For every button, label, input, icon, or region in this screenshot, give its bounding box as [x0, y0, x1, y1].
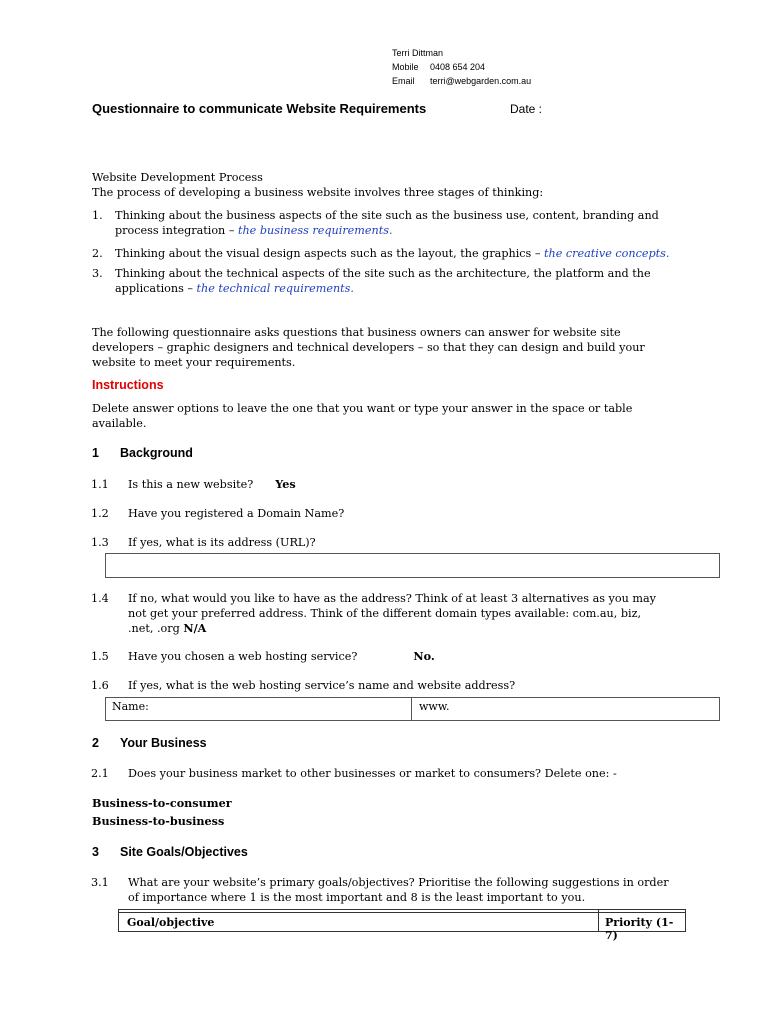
question-1-6: 1.6 If yes, what is the web hosting service’s name and website address? — [91, 679, 516, 692]
hosting-name-cell[interactable]: Name: — [112, 700, 149, 713]
mobile-label: Mobile — [392, 62, 419, 72]
question-3-1: 3.1 What are your website’s primary goals/objectives? Prioritise the following suggestions in order of importance where 1 is the most important and 8 is the least important to you. — [91, 876, 669, 904]
url-answer-box[interactable] — [105, 553, 720, 578]
option-business-to-business[interactable]: Business-to-business — [92, 814, 225, 828]
hosting-www-cell[interactable]: www. — [419, 700, 450, 713]
section-heading-site-goals: 3 Site Goals/Objectives — [92, 845, 248, 859]
answer-1-1[interactable]: Yes — [275, 477, 296, 491]
question-1-4: 1.4 If no, what would you like to have as the address? Think of at least 3 alternatives as you may not get your preferred address. Think of the different domain types available: com.au, biz, .net, .org N/A — [91, 592, 656, 635]
list-item: 2. Thinking about the visual design aspects such as the layout, the graphics – the creative concepts. — [92, 247, 670, 260]
table-double-line — [119, 912, 685, 913]
question-1-3: 1.3 If yes, what is its address (URL)? — [91, 536, 316, 549]
contact-name: Terri Dittman — [392, 48, 444, 58]
list-item: 3. Thinking about the technical aspects of the site such as the architecture, the platform and the applications – the technical requirements. — [92, 267, 651, 295]
table-divider — [411, 698, 412, 720]
instructions-text: Delete answer options to leave the one that you want or type your answer in the space or table available. — [92, 402, 633, 430]
process-heading: Website Development Process — [92, 171, 263, 184]
email-label: Email — [392, 76, 415, 86]
list-item: 1. Thinking about the business aspects of the site such as the business use, content, branding and process integration – the business requirements. — [92, 209, 659, 237]
section-heading-background: 1 Background — [92, 446, 193, 460]
mobile-value: 0408 654 204 — [430, 62, 486, 72]
page-title: Questionnaire to communicate Website Requirements — [92, 101, 427, 116]
hosting-table — [105, 697, 720, 721]
goals-table-header-goal: Goal/objective — [127, 916, 215, 929]
contact-block — [392, 48, 531, 87]
table-divider — [598, 910, 599, 931]
goals-table-header-priority: Priority (1-7) — [605, 916, 674, 942]
answer-1-4[interactable]: N/A — [183, 621, 207, 635]
date-label: Date : — [510, 102, 543, 116]
option-business-to-consumer[interactable]: Business-to-consumer — [92, 796, 232, 810]
question-1-5: 1.5 Have you chosen a web hosting service? No. — [91, 649, 435, 663]
process-intro: The process of developing a business website involves three stages of thinking: — [92, 186, 544, 199]
question-2-1: 2.1 Does your business market to other businesses or market to consumers? Delete one: - — [91, 767, 617, 780]
email-value: terri@webgarden.com.au — [430, 76, 532, 86]
answer-1-5[interactable]: No. — [413, 649, 435, 663]
question-1-1: 1.1 Is this a new website? Yes — [91, 477, 296, 491]
intro-paragraph: The following questionnaire asks questions that business owners can answer for website site developers – graphic designers and technical developers – so that they can design and build your website to meet your requirements. — [92, 326, 645, 369]
question-1-2: 1.2 Have you registered a Domain Name? — [91, 507, 345, 520]
instructions-heading: Instructions — [92, 378, 164, 392]
process-section — [92, 170, 692, 296]
section-heading-your-business: 2 Your Business — [92, 736, 207, 750]
goals-table — [118, 909, 686, 942]
